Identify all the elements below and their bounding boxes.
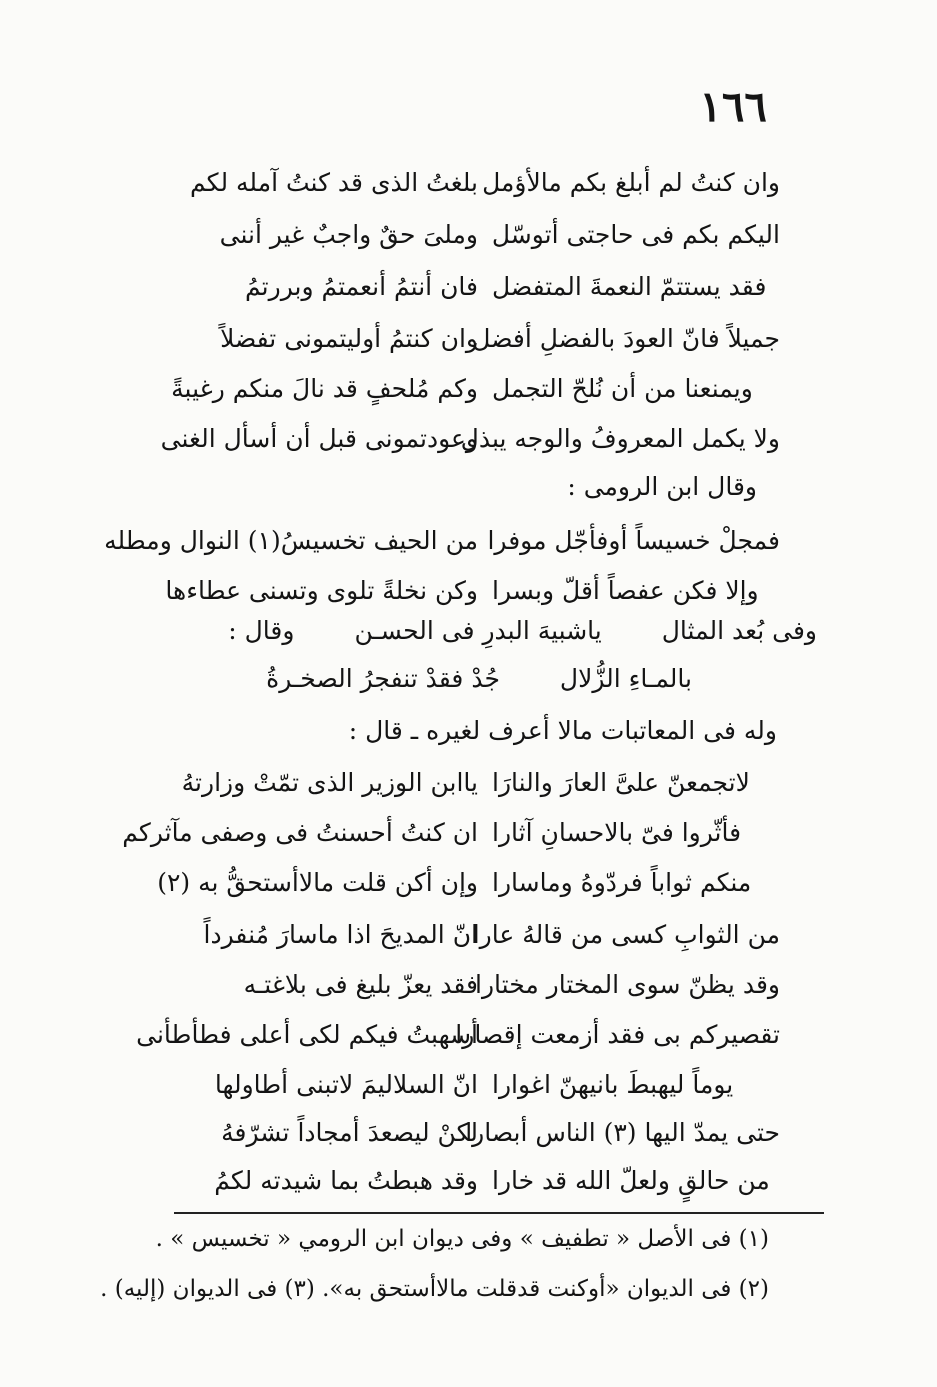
- hemistich-left: يوماً ليهبطَ بانيهنّ اغوارا: [492, 1069, 734, 1099]
- hemistich-right: وكم مُلحفٍ قد نالَ منكم رغيبةً: [171, 373, 478, 403]
- hemistich-right: وكن نخلةً تلوى وتسنى عطاءها: [165, 575, 478, 605]
- hemistich-right: ياشبيهَ البدرِ فى الحسـن: [354, 616, 602, 645]
- verse-line: [190, 1158, 780, 1202]
- verse-line: [190, 212, 780, 256]
- verse-line: [160, 416, 780, 460]
- verse-line: [190, 316, 780, 360]
- verse-line: [190, 912, 780, 956]
- hemistich-right: انّ المديحَ اذا ماسارَ مُنفرداً: [203, 919, 478, 949]
- hemistich-left: جميلاً فانّ العودَ بالفضلِ أفضل: [472, 323, 780, 353]
- verse-line: [157, 860, 780, 904]
- hemistich-right: جُدْ فقدْ تنفجرُ الصخـرةُ: [266, 664, 500, 693]
- footnote: (١) فى الأصل « تطفيف » وفى ديوان ابن الرومي « تخسيس » .: [155, 1226, 769, 1252]
- verse-line: [190, 1110, 780, 1154]
- hemistich-left: اليكم بكم فى حاجتى أتوسّل: [491, 219, 780, 249]
- verse-line: [181, 760, 780, 804]
- verse-line: [190, 962, 780, 1006]
- verse-line: [190, 160, 780, 204]
- verse-line: [171, 366, 780, 410]
- hemistich-left: وقد يظنّ سوى المختار مختارا: [475, 969, 780, 999]
- hemistich-left: منكم ثواباً فردّوهُ وماسارا: [492, 867, 752, 897]
- hemistich-right: بلغتُ الذى قد كنتُ آمله لكم: [190, 167, 478, 197]
- hemistich-right: لكنْ ليصعدَ أمجاداً تشرّفهُ: [221, 1117, 478, 1147]
- hemistich-right: ان كنتُ أحسنتُ فى وصفى مآثركم: [122, 817, 478, 847]
- verse-line: [136, 1012, 780, 1056]
- footnote-divider: [174, 1212, 824, 1214]
- hemistich-right: فقد يعزّ بليغ فى بلاغتـه: [243, 969, 478, 999]
- hemistich-right: فان أنتمُ أنعمتمُ وبررتمُ: [245, 271, 478, 301]
- footnote: (٢) فى الديوان «أوكنت قدقلت مالاأستحق به». (٣) فى الديوان (إليه) .: [100, 1276, 769, 1302]
- hemistich-right: وان كنتمُ أوليتمونى تفضلاً: [220, 323, 478, 353]
- hemistich-right: من الحيف تخسيسُ(١) النوال ومطله: [104, 525, 478, 555]
- verse-prefix: وقال :: [228, 616, 295, 645]
- verse-line: [190, 1062, 780, 1106]
- hemistich-left: فمجلْ خسيساً أوفأجّل موفرا: [487, 525, 780, 555]
- hemistich-left: ويمنعنا من أن نُلحّ التجمل: [492, 373, 753, 403]
- hemistich-right: وقد هبطتُ بما شيدته لكمُ: [214, 1165, 478, 1195]
- hemistich-right: وملىَ حقٌ واجبٌ غير أننى: [219, 219, 478, 249]
- hemistich-left: من حالقٍ ولعلّ الله قد خارا: [492, 1165, 770, 1195]
- hemistich-left: من الثوابِ كسى من قالهُ عارا: [472, 919, 780, 949]
- hemistich-left: وفى بُعد المثال: [661, 616, 817, 645]
- hemistich-left: وان كنتُ لم أبلغ بكم مالأؤمل: [482, 167, 780, 197]
- hemistich-left: حتى يمدّ اليها (٣) الناس أبصارا: [465, 1117, 780, 1147]
- hemistich-left: وإلا فكن عفصاً أقلّ وبسرا: [492, 575, 759, 605]
- hemistich-left: تقصيركم بى فقد أزمعت إقصارا: [455, 1019, 780, 1049]
- verse-line: [190, 264, 780, 308]
- hemistich-left: ولا يكمل المعروفُ والوجه يبذل: [460, 423, 780, 453]
- verse-line: [266, 664, 692, 693]
- hemistich-right: وعودتمونى قبل أن أسأل الغنى: [160, 423, 478, 453]
- hemistich-right: ياابن الوزير الذى تمّتْ وزارتهُ: [181, 767, 478, 797]
- verse-line: [104, 518, 780, 562]
- hemistich-right: وإن أكن قلت مالاأستحقُّ به (٢): [157, 867, 478, 897]
- verse-line: [122, 810, 780, 854]
- verse-line: [165, 568, 780, 612]
- hemistich-left: فأثّروا فىّ بالاحسانِ آثارا: [492, 817, 742, 847]
- section-heading: وله فى المعاتبات مالا أعرف لغيره ـ قال :: [348, 716, 777, 745]
- hemistich-right: أسهبتُ فيكم لكى أعلى فطأطأنى: [136, 1019, 478, 1049]
- hemistich-left: بالمـاءِ الزُّلال: [559, 664, 692, 693]
- page-number: ١٦٦: [699, 82, 767, 131]
- section-heading: وقال ابن الرومى :: [567, 472, 757, 501]
- hemistich-left: فقد يستتمّ النعمةَ المتفضل: [492, 271, 767, 301]
- hemistich-left: لاتجمعنّ علىَّ العارَ والنارَا: [492, 767, 750, 797]
- hemistich-right: انّ السلاليمَ لاتبنى أطاولها: [214, 1069, 478, 1099]
- verse-line: [228, 616, 817, 645]
